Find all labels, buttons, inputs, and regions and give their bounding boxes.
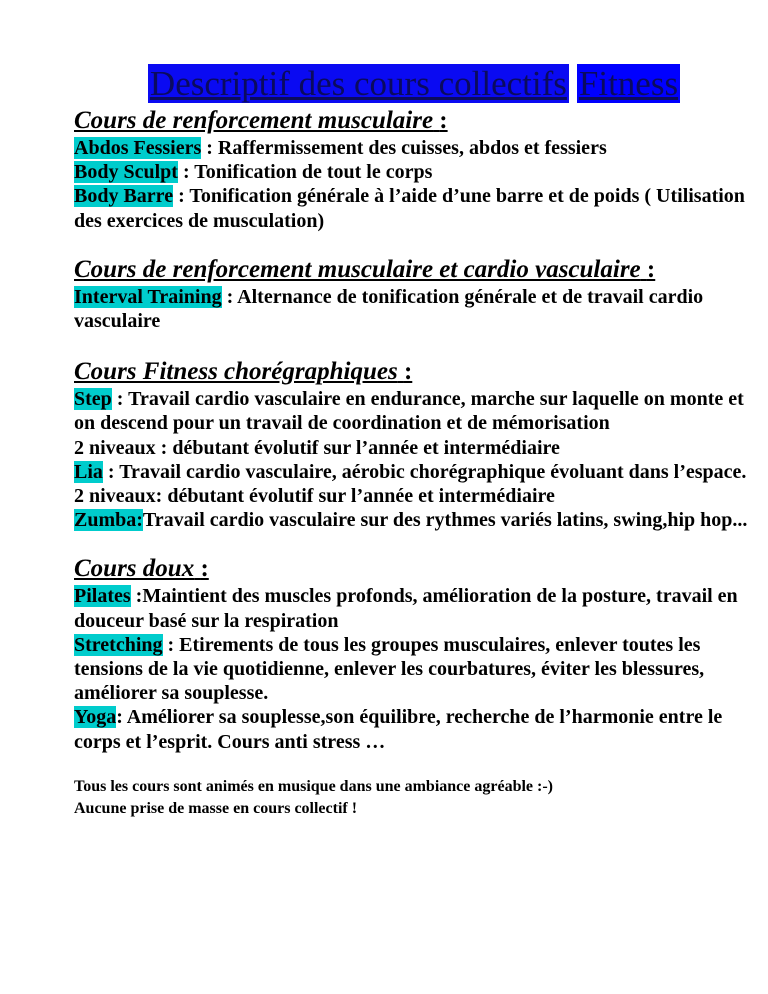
course-desc: : Alternance de tonification générale et de travail cardio vasculaire: [74, 285, 704, 333]
course-term: Stretching: [74, 633, 163, 656]
section-renforcement-cardio: [74, 255, 754, 333]
course-desc: : Travail cardio vasculaire en endurance, marche sur laquelle on monte et on descend pour un travail de coordination et de mémorisation: [74, 388, 744, 435]
course-term: Step: [74, 388, 112, 411]
page-title: [74, 64, 754, 106]
course-desc: : Tonification de tout le corps: [177, 161, 433, 184]
course-desc: : Tonification générale à l’aide d’une barre et de poids ( Utilisation des exercices de musculation): [74, 185, 745, 232]
section-heading-colon: :: [646, 255, 656, 283]
course-desc: : Travail cardio vasculaire, aérobic chorégraphique évoluant dans l’espace.: [102, 460, 747, 483]
spacer: [74, 754, 754, 776]
section-heading-text: Cours de renforcement musculaire: [74, 107, 434, 134]
section-heading-colon: :: [403, 358, 413, 386]
course-item: [74, 285, 754, 333]
course-item: [74, 184, 754, 232]
footer-line-1: Tous les cours sont animés en musique dans une ambiance agréable :-): [74, 777, 554, 795]
course-item: [74, 160, 754, 184]
course-desc: : Raffermissement des cuisses, abdos et fessiers: [201, 137, 607, 159]
section-heading: [74, 554, 754, 584]
section-heading-text: Cours doux: [74, 555, 195, 583]
course-term: Yoga: [74, 706, 117, 729]
course-desc: Travail cardio vasculaire sur des rythmes variés latins, swing,hip hop...: [142, 509, 748, 532]
footer-line-2: Aucune prise de masse en cours collectif !: [74, 799, 358, 817]
course-term: Interval Training: [74, 285, 222, 308]
course-term: Abdos Fessiers: [74, 137, 202, 159]
section-heading-text: Cours Fitness chorégraphiques: [74, 358, 398, 386]
course-desc: :Maintient des muscles profonds, amélioration de la posture, travail en douceur basé sur la respiration: [74, 585, 738, 632]
course-item: [74, 584, 754, 632]
course-term: Body Barre: [74, 185, 174, 208]
section-heading-colon: :: [200, 555, 209, 583]
spacer: [74, 233, 754, 255]
title-part-1: Descriptif des cours collectifs: [149, 64, 567, 103]
course-item: [74, 460, 754, 484]
spacer: [74, 532, 754, 554]
course-levels: 2 niveaux: débutant évolutif sur l’année et intermédiaire: [74, 485, 555, 508]
course-levels: 2 niveaux : débutant évolutif sur l’année et intermédiaire: [74, 436, 560, 459]
spacer: [74, 333, 754, 357]
section-cours-doux: [74, 554, 754, 753]
course-item: [74, 508, 754, 532]
section-heading: [74, 255, 754, 285]
course-desc: : Améliorer sa souplesse,son équilibre, recherche de l’harmonie entre le corps et l’esprit. Cours anti stress …: [74, 706, 723, 753]
section-heading: [74, 106, 754, 136]
section-heading-colon: :: [439, 107, 448, 134]
course-item: [74, 633, 754, 706]
course-term: Pilates: [74, 585, 131, 608]
section-heading-text: Cours de renforcement musculaire et cardio vasculaire: [74, 255, 641, 283]
section-renforcement: [74, 106, 754, 233]
footer: [74, 776, 754, 820]
section-choregraphiques: [74, 357, 754, 532]
section-heading: [74, 357, 754, 387]
document-page: [74, 64, 754, 820]
course-desc: : Etirements de tous les groupes musculaires, enlever toutes les tensions de la vie quotidienne, enlever les courbatures, éviter les blessures, améliorer sa souplesse.: [74, 633, 705, 705]
course-term: Lia: [74, 460, 103, 483]
title-part-2: Fitness: [578, 64, 679, 103]
course-term: Zumba:: [74, 509, 143, 532]
course-item: [74, 705, 754, 753]
course-item: [74, 387, 754, 435]
course-term: Body Sculpt: [74, 161, 178, 184]
course-item: [74, 136, 754, 160]
